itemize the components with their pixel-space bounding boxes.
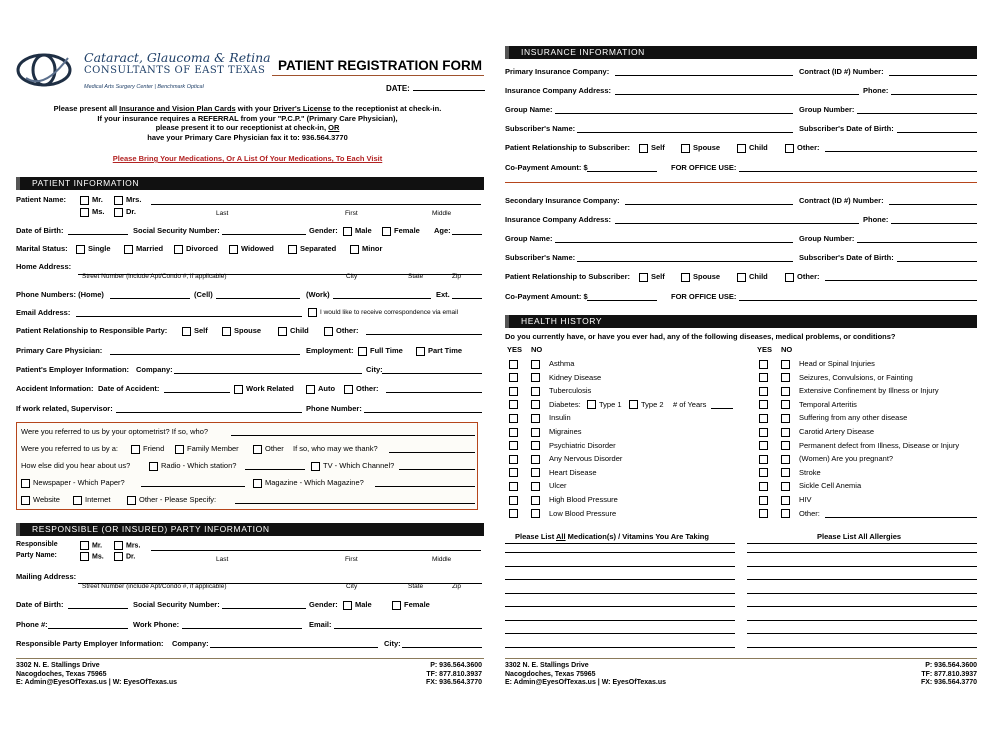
primary-group-name-line[interactable] [555, 105, 793, 114]
section-patient-information: PATIENT INFORMATION [16, 177, 484, 190]
footer-address-right: 3302 N. E. Stallings Drive Nacogdoches, Texas 75965 E: Admin@EyesOfTexas.us | W: EyesOfTexas.us [505, 662, 667, 686]
tv-line[interactable] [399, 461, 475, 470]
patient-dob-line[interactable] [68, 226, 128, 235]
condition-no-checkbox[interactable] [531, 360, 540, 369]
condition-no-checkbox[interactable] [531, 509, 540, 518]
logo-line3: Medical Arts Surgery Center | Benchmark Optical [84, 84, 204, 90]
resp-dob-line[interactable] [68, 600, 128, 609]
secondary-subscriber-line[interactable] [577, 253, 793, 262]
email-correspondence-checkbox[interactable] [308, 308, 317, 317]
last-caption: Last [216, 210, 229, 217]
condition-yes-checkbox[interactable] [509, 387, 518, 396]
section-health-history: HEALTH HISTORY [505, 315, 977, 328]
condition-no-checkbox[interactable] [531, 468, 540, 477]
employer-company-line[interactable] [174, 365, 362, 374]
accident-date-line[interactable] [164, 384, 230, 393]
medication-line[interactable] [505, 606, 735, 607]
condition-yes-checkbox[interactable] [759, 509, 768, 518]
condition-yes-checkbox[interactable] [759, 414, 768, 423]
part-time-checkbox[interactable] [416, 347, 425, 356]
condition-label: Head or Spinal Injuries [799, 359, 875, 368]
condition-yes-checkbox[interactable] [509, 496, 518, 505]
condition-label: Kidney Disease [549, 372, 602, 382]
condition-yes-checkbox[interactable] [509, 414, 518, 423]
rel-self-checkbox[interactable] [182, 327, 191, 336]
primary-address-line[interactable] [615, 86, 859, 95]
resp-email-line[interactable] [334, 620, 482, 629]
mr-checkbox[interactable] [80, 196, 89, 205]
condition-label: Stroke [799, 467, 821, 477]
condition-no-checkbox[interactable] [531, 496, 540, 505]
resp-dr-checkbox[interactable] [114, 552, 123, 561]
primary-subscriber-dob-line[interactable] [897, 124, 977, 133]
condition-label: Heart Disease [549, 467, 597, 477]
condition-no-checkbox[interactable] [781, 509, 790, 518]
ext-line[interactable] [452, 290, 482, 299]
resp-mr-checkbox[interactable] [80, 541, 89, 550]
primary-child-checkbox[interactable] [737, 144, 746, 153]
medication-line[interactable] [505, 552, 735, 553]
condition-no-checkbox[interactable] [781, 496, 790, 505]
medication-line[interactable] [505, 620, 735, 621]
supervisor-phone-line[interactable] [364, 404, 482, 413]
work-phone-line[interactable] [333, 290, 431, 299]
internet-checkbox[interactable] [73, 496, 82, 505]
primary-group-number-line[interactable] [857, 105, 977, 114]
secondary-spouse-checkbox[interactable] [681, 273, 690, 282]
married-checkbox[interactable] [124, 245, 133, 254]
rel-spouse-checkbox[interactable] [222, 327, 231, 336]
condition-no-checkbox[interactable] [781, 428, 790, 437]
primary-other-line[interactable] [825, 143, 977, 152]
optometrist-line[interactable] [231, 427, 475, 436]
left-page: Cataract, Glaucoma & Retina CONSULTANTS OF EAST TEXAS Medical Arts Surgery Center | Benchmark Optical PATIENT REGISTRATION FORM DATE: Please present all Insurance and Vision Plan Cards with your Driver's License to the receptionist at check-in. If your insurance requires a REFERRAL from your "P.C.P." (Primary Care Physician), please present it to our receptionist at check-in, OR have your Primary Care Physician fax it to: 936.564.3770 Please Bring Your Medications, Or A List Of Your Medications, To Each Visit PATIENT INFORMATION Patient Name: Mr. Mrs. Ms. Dr. Last First Middle Date of Birth: Social Security Number: Gender: Male Female Age: Marital Status: Single Married Divorced Widowed Separated Minor Home Address: Street Number (include Apt/Condo #, if applicable) City State Zip Phone Numbers: (Home) (Cell) (Work) Ext. Email Address: I would like to receive correspondence via email Patient Relationship to Responsible Party: Self Spouse Child Other: Primary Care Physician: Employment: Full Time Part Time Patient's Employer Information: Company: City: Accident Information: Date of Accident: Work Related Auto Other: If work related, Supervisor: Phone Number: Were you referred to us by your optometrist? If so, who? Were you referred to us by a: Friend Family Member Other If so, who may we thank? How else did you hear about us? Radio - Which station? TV - Which Channel? Newspaper - Which Paper? Magazine - Which Magazine? Website Internet Other - Please Specify: RESPONSIBLE (OR INSURED) PARTY INFORMATION Responsible Mr. Mrs. Party Name: Ms. Dr. Last First Middle Mailing Address: Street Number (include Apt/Condo #, if applicable) City State Zip Date of Birth: Social Security Number: Gender: Male Female Phone #: Work Phone: Email: Responsible Party Employer Information: Company: City: 3302 N. E. Stallings Drive Nacogdoches, Texas 75965 E: Admin@EyesOfTexas.us | W: EyesOfTexas.us P: 936.564.3600 TF: 877.810.3937 FX: 936.564.3770 [10, 40, 485, 695]
condition-label: High Blood Pressure [549, 495, 618, 504]
home-phone-line[interactable] [110, 290, 190, 299]
accident-other-checkbox[interactable] [344, 385, 353, 394]
condition-yes-checkbox[interactable] [759, 455, 768, 464]
primary-subscriber-line[interactable] [577, 124, 793, 133]
condition-label: Carotid Artery Disease [799, 427, 875, 436]
condition-label: Extensive Confinement by Illness or Injury [799, 386, 939, 396]
resp-work-phone-line[interactable] [182, 620, 302, 629]
condition-label: Insulin [549, 413, 571, 423]
secondary-child-checkbox[interactable] [737, 273, 746, 282]
condition-yes-checkbox[interactable] [509, 509, 518, 518]
allergy-heading-rule [747, 543, 977, 544]
footer-rule [16, 658, 484, 659]
website-checkbox[interactable] [21, 496, 30, 505]
condition-label: HIV [799, 495, 812, 504]
condition-no-checkbox[interactable] [781, 482, 790, 491]
condition-no-checkbox[interactable] [781, 455, 790, 464]
widowed-checkbox[interactable] [229, 245, 238, 254]
secondary-phone-line[interactable] [891, 215, 977, 224]
auto-checkbox[interactable] [306, 385, 315, 394]
allergy-line[interactable] [747, 579, 977, 580]
no-header-left: NO [531, 345, 543, 354]
condition-label: Permanent defect from Illness, Disease or Injury [799, 440, 960, 450]
medications-notice: Please Bring Your Medications, Or A List Of Your Medications, To Each Visit [112, 154, 383, 163]
condition-no-checkbox[interactable] [781, 387, 790, 396]
primary-copay-line[interactable] [587, 163, 657, 172]
condition-yes-checkbox[interactable] [509, 428, 518, 437]
condition-no-checkbox[interactable] [531, 387, 540, 396]
condition-label: Sickle Cell Anemia [799, 481, 862, 491]
mrs-checkbox[interactable] [114, 196, 123, 205]
condition-label: Asthma [549, 359, 575, 368]
footer-contact: P: 936.564.3600 TF: 877.810.3937 FX: 936.564.3770 [425, 662, 482, 686]
condition-yes-checkbox[interactable] [759, 400, 768, 409]
medication-heading-rule [505, 543, 735, 544]
friend-checkbox[interactable] [131, 445, 140, 454]
condition-no-checkbox[interactable] [531, 482, 540, 491]
magazine-line[interactable] [375, 478, 475, 487]
secondary-contract-line[interactable] [889, 196, 977, 205]
primary-office-use-line[interactable] [739, 163, 977, 172]
footer-address: 3302 N. E. Stallings Drive Nacogdoches, Texas 75965 E: Admin@EyesOfTexas.us | W: EyesOfTexas.us [16, 662, 178, 686]
patient-male-checkbox[interactable] [343, 227, 352, 236]
medication-line[interactable] [505, 647, 735, 648]
dr-checkbox[interactable] [114, 208, 123, 217]
accident-other-line[interactable] [386, 384, 482, 393]
secondary-subscriber-dob-line[interactable] [897, 253, 977, 262]
condition-label: Psychiatric Disorder [549, 440, 616, 450]
medication-line[interactable] [505, 579, 735, 580]
ms-checkbox[interactable] [80, 208, 89, 217]
employer-city-line[interactable] [382, 365, 482, 374]
condition-label: Other: [799, 508, 820, 518]
type2-checkbox[interactable] [629, 400, 638, 409]
secondary-office-use-line[interactable] [739, 292, 977, 301]
newspaper-checkbox[interactable] [21, 479, 30, 488]
section-insurance-information: INSURANCE INFORMATION [505, 46, 977, 59]
minor-checkbox[interactable] [350, 245, 359, 254]
resp-ms-checkbox[interactable] [80, 552, 89, 561]
secondary-group-number-line[interactable] [857, 234, 977, 243]
referral-box: Were you referred to us by your optometrist? If so, who? Were you referred to us by a: Friend Family Member Other If so, who may we thank? How else did you hear about us? Radio - Which station? TV - Which Channel? Newspaper - Which Paper? Magazine - Which Magazine? Website Internet Other - Please Specify: [16, 422, 478, 510]
condition-label: Diabetes: [549, 399, 581, 409]
condition-yes-checkbox[interactable] [759, 360, 768, 369]
allergy-line[interactable] [747, 593, 977, 594]
type1-checkbox[interactable] [587, 400, 596, 409]
condition-yes-checkbox[interactable] [509, 468, 518, 477]
condition-yes-checkbox[interactable] [509, 482, 518, 491]
email-line[interactable] [76, 308, 302, 317]
intro-text: Please present all Insurance and Vision Plan Cards with your Driver's License to the receptionist at check-in. If your insurance requires a REFERRAL from your "P.C.P." (Primary Care Physician), please present it to our receptionist at check-in, OR have your Primary Care Physician fax it to: 936.564.3770 [53, 104, 442, 142]
logo-line2: CONSULTANTS OF EAST TEXAS [84, 65, 266, 76]
allergy-line[interactable] [747, 633, 977, 634]
condition-no-checkbox[interactable] [531, 400, 540, 409]
resp-ssn-line[interactable] [222, 600, 306, 609]
referral-other-checkbox[interactable] [253, 445, 262, 454]
secondary-copay-line[interactable] [587, 292, 657, 301]
form-title: PATIENT REGISTRATION FORM [278, 58, 482, 73]
resp-male-checkbox[interactable] [343, 601, 352, 610]
date-label: DATE: [386, 84, 410, 93]
condition-no-checkbox[interactable] [781, 441, 790, 450]
allergy-line[interactable] [747, 647, 977, 648]
eye-logo-icon [16, 48, 78, 92]
first-caption: First [345, 210, 358, 217]
condition-no-checkbox[interactable] [781, 400, 790, 409]
condition-label: Tuberculosis [549, 386, 592, 396]
condition-yes-checkbox[interactable] [759, 482, 768, 491]
secondary-address-line[interactable] [615, 215, 859, 224]
condition-yes-checkbox[interactable] [509, 360, 518, 369]
primary-phone-line[interactable] [891, 86, 977, 95]
allergy-line[interactable] [747, 606, 977, 607]
single-checkbox[interactable] [76, 245, 85, 254]
rel-other-line[interactable] [366, 326, 482, 335]
condition-yes-checkbox[interactable] [759, 373, 768, 382]
condition-no-checkbox[interactable] [531, 414, 540, 423]
allergy-line[interactable] [747, 620, 977, 621]
condition-yes-checkbox[interactable] [509, 441, 518, 450]
insurance-separator [505, 182, 977, 183]
condition-label: (Women) Are you pregnant? [799, 454, 894, 464]
primary-insurance-line[interactable] [615, 67, 793, 76]
practice-logo [16, 46, 271, 98]
other-specify-line[interactable] [235, 495, 475, 504]
section-responsible-party: RESPONSIBLE (OR INSURED) PARTY INFORMATION [16, 523, 484, 536]
condition-label: Migraines [549, 427, 582, 436]
yes-header-right: YES [757, 345, 773, 354]
condition-no-checkbox[interactable] [531, 455, 540, 464]
patient-ssn-line[interactable] [222, 226, 306, 235]
tv-checkbox[interactable] [311, 462, 320, 471]
primary-spouse-checkbox[interactable] [681, 144, 690, 153]
divorced-checkbox[interactable] [174, 245, 183, 254]
condition-yes-checkbox[interactable] [759, 496, 768, 505]
condition-yes-checkbox[interactable] [509, 373, 518, 382]
secondary-self-checkbox[interactable] [639, 273, 648, 282]
years-line[interactable] [711, 400, 733, 409]
family-checkbox[interactable] [175, 445, 184, 454]
resp-company-line[interactable] [210, 639, 378, 648]
primary-other-checkbox[interactable] [785, 144, 794, 153]
condition-label: Seizures, Convulsions, or Fainting [799, 372, 913, 382]
footer-rule-right [505, 658, 977, 659]
no-header-right: NO [781, 345, 793, 354]
medication-line[interactable] [505, 633, 735, 634]
medication-line[interactable] [505, 593, 735, 594]
other-specify-checkbox[interactable] [127, 496, 136, 505]
patient-female-checkbox[interactable] [382, 227, 391, 236]
medication-line[interactable] [505, 566, 735, 567]
secondary-insurance-line[interactable] [625, 196, 793, 205]
resp-female-checkbox[interactable] [392, 601, 401, 610]
condition-no-checkbox[interactable] [531, 373, 540, 382]
secondary-other-line[interactable] [825, 272, 977, 281]
condition-no-checkbox[interactable] [531, 428, 540, 437]
condition-no-checkbox[interactable] [781, 373, 790, 382]
condition-label: Ulcer [549, 481, 567, 491]
condition-yes-checkbox[interactable] [509, 400, 518, 409]
condition-yes-checkbox[interactable] [759, 441, 768, 450]
condition-no-checkbox[interactable] [781, 360, 790, 369]
condition-label: Low Blood Pressure [549, 508, 617, 518]
cell-phone-line[interactable] [216, 290, 300, 299]
radio-line[interactable] [245, 461, 305, 470]
right-page: INSURANCE INFORMATION Primary Insurance Company: Contract (ID #) Number: Insurance Company Address: Phone: Group Name: Group Number: Subscriber's Name: Subscriber's Date of Birth: Patient Relationship to Subscriber: Self Spouse Child Other: Co-Payment Amount: $ FOR OFFICE USE: Secondary Insurance Company: Contract (ID #) Number: Insurance Company Address: Phone: Group Name: Group Number: Subscriber's Name: Subscriber's Date of Birth: Patient Relationship to Subscriber: Self Spouse Child Other: Co-Payment Amount: $ FOR OFFICE USE: HEALTH HISTORY Do you currently have, or have you ever had, any of the following diseases, medical problems, or conditions? YES NO YES NO Asthma Kidney Disease Tuberculosis Diabetes: Type 1 Type 2 # of Years Insulin Migraines Psychiatric Disorder Any Nervous Disorder Heart Disease Ulcer High Blood Pressure Low Blood Pressure Head or Spinal Injuries Seizures, Convulsions, or Fainting Extensive Confinement by Illness or Injury Temporal Arteritis Suffering from any other disease Carotid Artery Disease Permanent defect from Illness, Disease or Injury (Women) Are you pregnant? Stroke Sickle Cell Anemia HIV Other: Please List All Medication(s) / Vitamins You Are Taking Please List All Allergies 3302 N. E. Stallings Drive Nacogdoches, Texas 75965 E: Admin@EyesOfTexas.us | W: EyesOfTexas.us P: 936.564.3600 TF: 877.810.3937 FX: 936.564.3770 [505, 47, 977, 686]
condition-no-checkbox[interactable] [781, 414, 790, 423]
logo-line1: Cataract, Glaucoma & Retina [84, 50, 271, 65]
condition-yes-checkbox[interactable] [759, 428, 768, 437]
work-related-checkbox[interactable] [234, 385, 243, 394]
resp-mrs-checkbox[interactable] [114, 541, 123, 550]
condition-yes-checkbox[interactable] [509, 455, 518, 464]
separated-checkbox[interactable] [288, 245, 297, 254]
patient-age-line[interactable] [452, 226, 482, 235]
condition-no-checkbox[interactable] [531, 441, 540, 450]
yes-header-left: YES [507, 345, 523, 354]
resp-phone-line[interactable] [48, 620, 128, 629]
resp-city-line[interactable] [402, 639, 482, 648]
allergy-line[interactable] [747, 566, 977, 567]
title-rule [272, 75, 484, 76]
date-field[interactable] [386, 84, 485, 93]
newspaper-line[interactable] [141, 478, 245, 487]
health-question: Do you currently have, or have you ever had, any of the following diseases, medical problems, or conditions? [505, 332, 896, 341]
condition-label: Any Nervous Disorder [549, 454, 623, 464]
thank-line[interactable] [389, 444, 475, 453]
primary-contract-line[interactable] [889, 67, 977, 76]
resp-name-line[interactable] [151, 542, 481, 551]
patient-name-line[interactable] [151, 196, 481, 205]
secondary-group-name-line[interactable] [555, 234, 793, 243]
secondary-other-checkbox[interactable] [785, 273, 794, 282]
rel-other-checkbox[interactable] [324, 327, 333, 336]
full-time-checkbox[interactable] [358, 347, 367, 356]
condition-no-checkbox[interactable] [781, 468, 790, 477]
radio-checkbox[interactable] [149, 462, 158, 471]
magazine-checkbox[interactable] [253, 479, 262, 488]
condition-yes-checkbox[interactable] [759, 387, 768, 396]
medications-heading: Please List All Medication(s) / Vitamins You Are Taking [515, 532, 709, 541]
allergy-line[interactable] [747, 552, 977, 553]
years-label: # of Years [673, 399, 707, 409]
condition-label: Temporal Arteritis [799, 399, 857, 409]
condition-label: Suffering from any other disease [799, 413, 908, 423]
supervisor-line[interactable] [116, 404, 302, 413]
primary-self-checkbox[interactable] [639, 144, 648, 153]
middle-caption: Middle [432, 210, 452, 217]
condition-other-line[interactable] [825, 509, 977, 518]
footer-contact-right: P: 936.564.3600 TF: 877.810.3937 FX: 936.564.3770 [920, 662, 977, 686]
pcp-line[interactable] [110, 346, 300, 355]
rel-child-checkbox[interactable] [278, 327, 287, 336]
allergies-heading: Please List All Allergies [817, 532, 902, 541]
condition-yes-checkbox[interactable] [759, 468, 768, 477]
